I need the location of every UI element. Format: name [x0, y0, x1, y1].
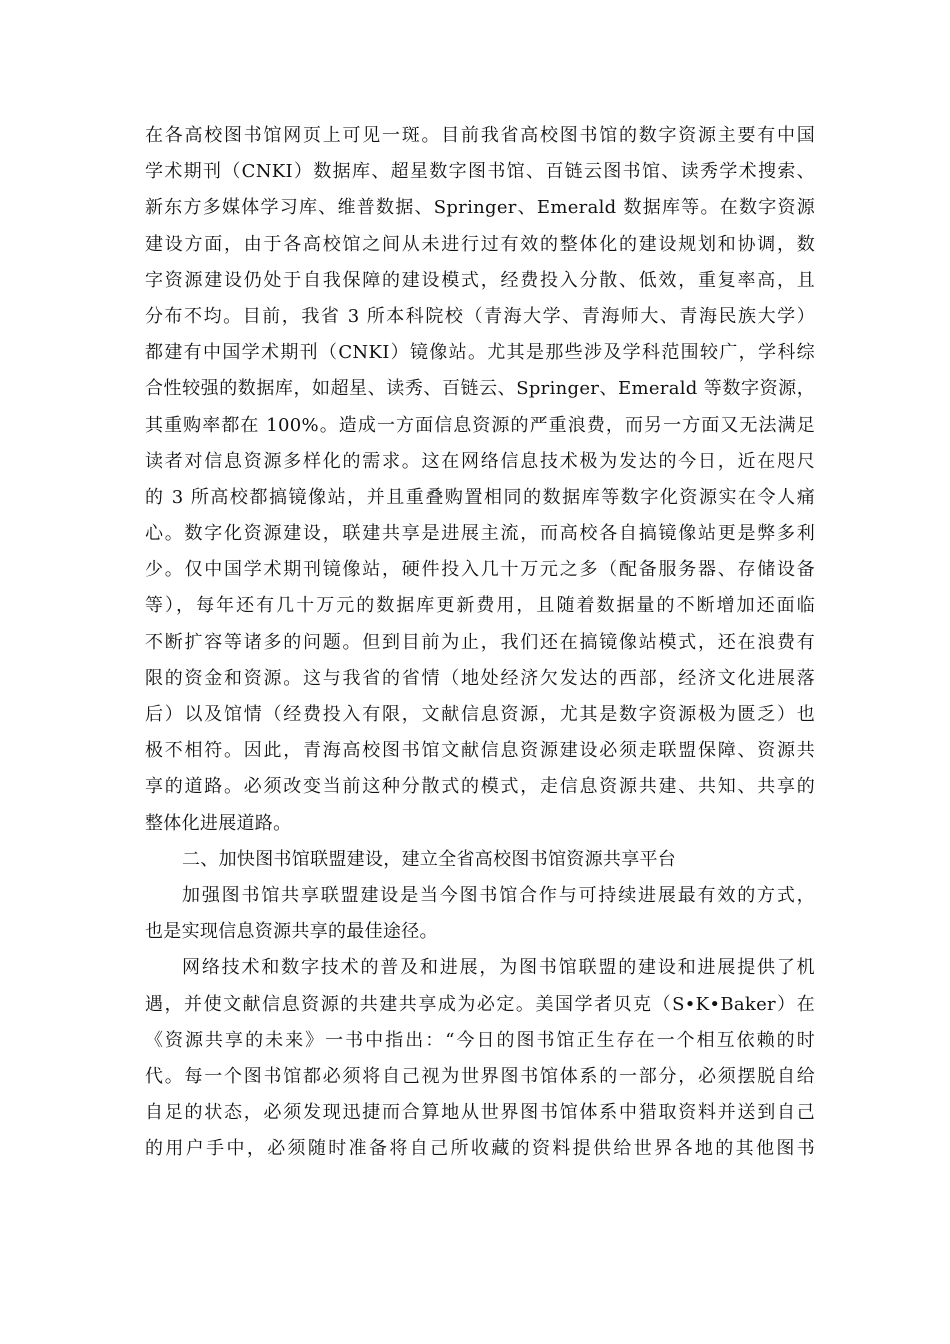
paragraph-resource-duplication — [145, 118, 815, 842]
text-line: 自足的状态，必须发现迅捷而合算地从世界图书馆体系中猎取资料并送到自己 — [145, 1102, 815, 1124]
text-line: 极不相符。因此，青海高校图书馆文献信息资源建设必须走联盟保障、资源共 — [145, 740, 815, 762]
text-line: 新东方多媒体学习库、维普数据、Springer、Emerald 数据库等。在数字资源 — [145, 197, 815, 219]
paragraph-library-alliance — [145, 878, 815, 950]
text-line: 也是实现信息资源共享的最佳途径。 — [145, 921, 438, 943]
text-line: 代。每一个图书馆都必须将自己视为世界图书馆体系的一部分，必须摆脱自给 — [145, 1065, 815, 1087]
section-heading: 二、加快图书馆联盟建设，建立全省高校图书馆资源共享平台 — [182, 848, 677, 870]
text-line: 《资源共享的未来》一书中指出：“今日的图书馆正生存在一个相互依赖的时 — [145, 1029, 815, 1051]
text-line: 限的资金和资源。这与我省的省情（地处经济欠发达的西部，经济文化进展落 — [145, 667, 815, 689]
text-line: 加强图书馆共享联盟建设是当今图书馆合作与可持续进展最有效的方式， — [182, 884, 815, 906]
text-line: 网络技术和数字技术的普及和进展，为图书馆联盟的建设和进展提供了机 — [182, 957, 815, 979]
text-line: 后）以及馆情（经费投入有限，文献信息资源，尤其是数字资源极为匮乏）也 — [145, 704, 815, 725]
text-line: 分布不均。目前，我省 3 所本科院校（青海大学、青海师大、青海民族大学） — [145, 305, 815, 327]
text-line: 等），每年还有几十万元的数据库更新费用，且随着数据量的不断增加还面临 — [145, 595, 815, 617]
text-line: 学术期刊（CNKI）数据库、超星数字图书馆、百链云图书馆、读秀学术搜索、 — [145, 161, 815, 183]
paragraph-network-technology — [145, 950, 815, 1167]
text-line: 在各高校图书馆网页上可见一斑。目前我省高校图书馆的数字资源主要有中国 — [145, 125, 815, 146]
text-line: 建设方面，由于各高校馆之间从未进行过有效的整体化的建设规划和协调，数 — [145, 233, 815, 255]
text-line: 的用户手中，必须随时准备将自己所收藏的资料提供给世界各地的其他图书 — [145, 1138, 815, 1160]
text-line: 字资源建设仍处于自我保障的建设模式，经费投入分散、低效，重复率高，且 — [145, 269, 815, 291]
text-line: 读者对信息资源多样化的需求。这在网络信息技术极为发达的今日，近在咫尺 — [145, 450, 815, 472]
text-line: 都建有中国学术期刊（CNKI）镜像站。尤其是那些涉及学科范围较广，学科综 — [145, 342, 815, 364]
text-line: 享的道路。必须改变当前这种分散式的模式，走信息资源共建、共知、共享的 — [145, 776, 815, 798]
text-line: 不断扩容等诸多的问题。但到目前为止，我们还在搞镜像站模式，还在浪费有 — [145, 631, 815, 653]
text-line: 遇，并使文献信息资源的共建共享成为必定。美国学者贝克（S•K•Baker）在 — [145, 993, 815, 1015]
text-line: 整体化进展道路。 — [145, 812, 292, 834]
text-line: 合性较强的数据库，如超星、读秀、百链云、Springer、Emerald 等数字资源， — [145, 378, 815, 400]
text-line: 的 3 所高校都搞镜像站，并且重叠购置相同的数据库等数字化资源实在令人痛 — [145, 486, 815, 508]
text-line: 少。仅中国学术期刊镜像站，硬件投入几十万元之多（配备服务器、存储设备 — [145, 559, 815, 581]
text-line: 其重购率都在 100%。造成一方面信息资源的严重浪费，而另一方面又无法满足 — [145, 414, 815, 436]
text-line: 心。数字化资源建设，联建共享是进展主流，而高校各自搞镜像站更是弊多利 — [145, 523, 815, 545]
document-body — [145, 118, 815, 1167]
